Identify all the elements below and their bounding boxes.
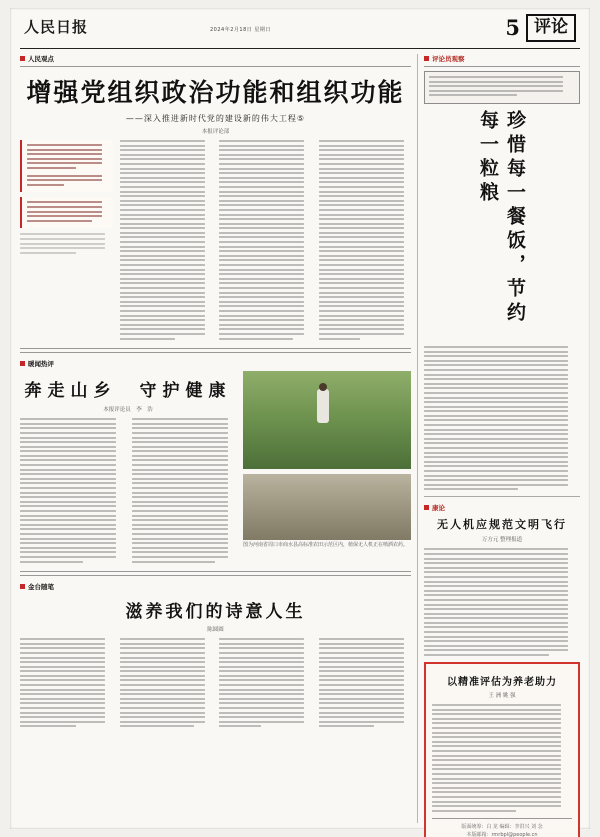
subheadline-main: ——深入推进新时代党的建设新的伟大工程⑤ <box>125 114 306 123</box>
section-divider-2 <box>20 571 411 576</box>
photo-figure <box>317 389 329 423</box>
kicker-renmin-guandian <box>20 54 411 63</box>
pull-quote-1 <box>20 140 113 192</box>
article-3-columns <box>20 638 411 730</box>
byline-article-2: 本报评论员 李 浩 <box>103 407 153 414</box>
kicker-square-icon <box>20 361 25 366</box>
headline-vertical: 珍惜每一餐饭，节约每一粒粮 <box>477 109 526 326</box>
article-2-col-1 <box>20 418 125 565</box>
highlighted-body <box>432 704 572 812</box>
masthead <box>20 14 580 49</box>
headline-article-2: 奔走山乡 守护健康 <box>24 381 232 402</box>
article-3-col-3 <box>219 638 312 730</box>
page-body <box>20 54 580 837</box>
intro-note-box <box>424 71 580 104</box>
kicker-label: 暖闻热评 <box>28 360 54 369</box>
kicker-square-icon <box>20 56 25 61</box>
kicker-square-icon <box>424 56 429 61</box>
kicker-label: 评论员观察 <box>432 55 465 63</box>
headline-highlighted: 以精准评估为养老助力 <box>447 677 557 689</box>
highlighted-article-box <box>424 662 580 837</box>
kicker-jintai-suibi <box>20 582 411 591</box>
kicker-label: 人民观点 <box>28 55 54 63</box>
article-2-col-2 <box>132 418 237 565</box>
article-1-col-2 <box>120 140 213 342</box>
pull-quote-2 <box>20 197 113 228</box>
divider <box>20 66 411 67</box>
headline-article-3: 滋养我们的诗意人生 <box>125 602 306 623</box>
article-1-col-4 <box>319 140 412 342</box>
article-1-col-1 <box>20 140 113 342</box>
kicker-label: 康论 <box>432 504 445 513</box>
kicker-nuanwen-reping <box>20 359 411 368</box>
kicker-square-icon <box>20 584 25 589</box>
article-3-col-4 <box>319 638 412 730</box>
byline-article-3: 陈圆圆 <box>207 627 224 634</box>
headline-article-right-2: 无人机应规范文明飞行 <box>437 518 567 532</box>
article-1-columns <box>20 140 411 342</box>
photo-greenhouse <box>243 371 411 469</box>
byline-main: 本报评论部 <box>201 129 230 135</box>
page-email: 本版邮箱：rmrbpl@people.cn <box>466 831 538 837</box>
right-column <box>418 54 580 837</box>
article-2-columns <box>20 418 236 565</box>
section-divider-1 <box>20 348 411 353</box>
kicker-pinglunyuan-guancha <box>424 54 580 63</box>
page-number: 5 <box>505 15 520 40</box>
article-3-col-2 <box>120 638 213 730</box>
section-divider-3 <box>424 496 580 497</box>
article-right-body <box>424 346 580 490</box>
byline-highlighted: 王 洲 姚 强 <box>488 693 516 700</box>
masthead-right <box>505 14 576 42</box>
article-3-col-1 <box>20 638 113 730</box>
headline-main: 增强党组织政治功能和组织功能 <box>26 78 405 107</box>
byline-article-right-2: 万方元 整理报道 <box>481 537 523 544</box>
newspaper-logo: 人民日报 <box>24 18 89 36</box>
left-column <box>20 54 418 823</box>
divider <box>424 66 580 67</box>
newspaper-sheet <box>10 8 590 837</box>
article-1-col-3 <box>219 140 312 342</box>
photo-caption-2: 图为河南省周口市商水县高标准农田示范区内，植保无人机正在喷洒农药。 <box>243 542 409 549</box>
page-credits: 版面统筹：白 龙 编辑：李洪兴 刘 念 <box>461 823 543 830</box>
kicker-label: 金台随笔 <box>28 583 54 592</box>
article-right-2-body <box>424 548 580 656</box>
photo-farmland <box>243 474 411 540</box>
kicker-kanglun <box>424 503 580 512</box>
section-title: 评论 <box>526 14 576 42</box>
publication-date: 2024年2月18日 星期日 <box>210 27 271 33</box>
kicker-square-icon <box>424 505 429 510</box>
divider <box>432 818 572 819</box>
